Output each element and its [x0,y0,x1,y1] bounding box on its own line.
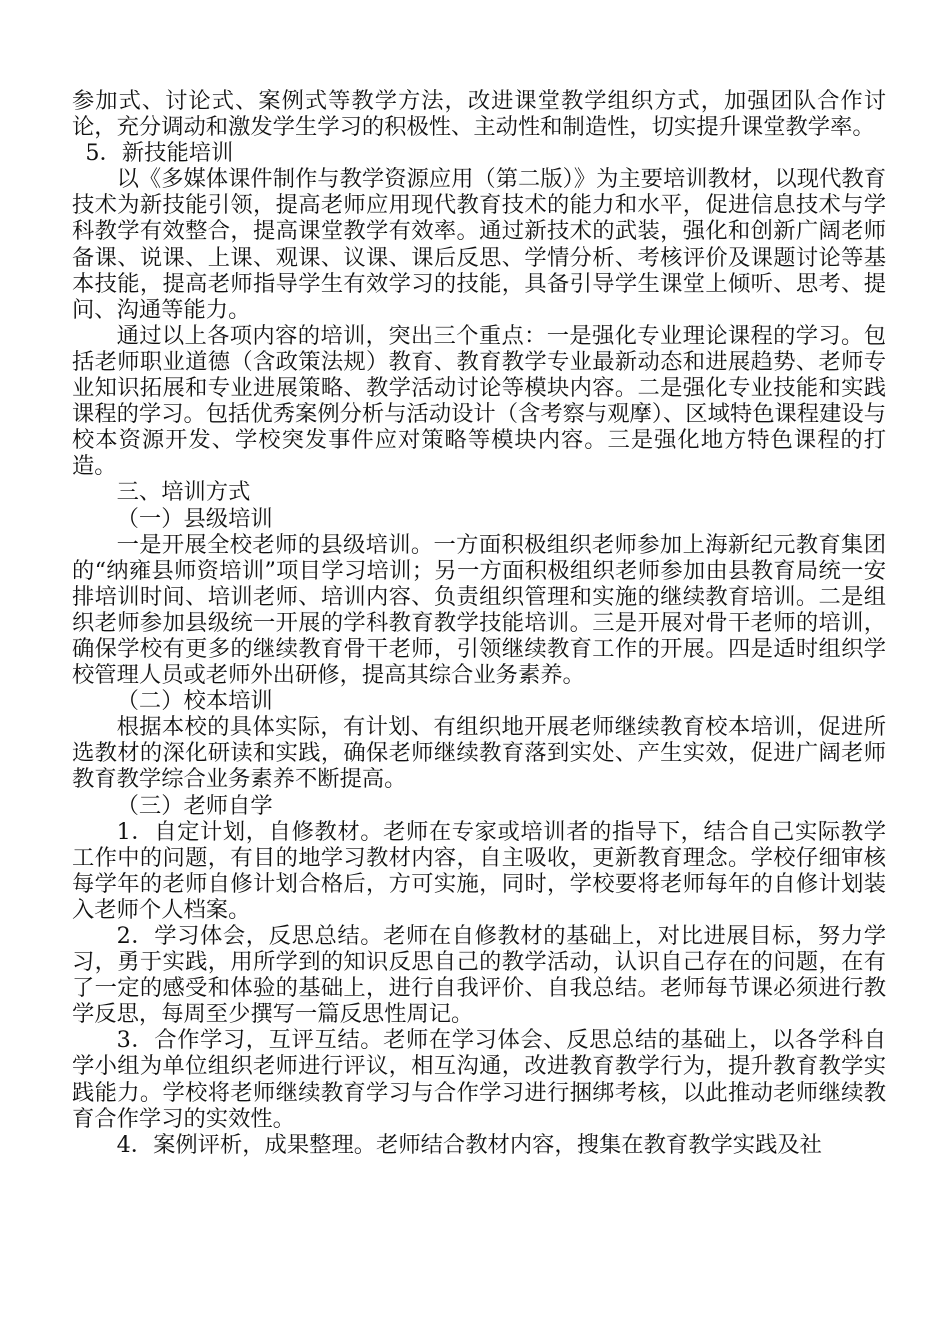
body-paragraph: 2．学习体会，反思总结。老师在自修教材的基础上，对比进展目标，努力学习，勇于实践，用所学到的知识反思自己的教学活动，认识自己存在的问题，在有了一定的感受和体验的基础上，进行自我评价、自我总结。老师每节课必须进行教学反思，每周至少撰写一篇反思性周记。 [72,923,886,1028]
body-paragraph: 4．案例评析，成果整理。老师结合教材内容，搜集在教育教学实践及社 [116,1131,822,1158]
subsection-heading-self-study: （三）老师自学 [116,792,273,819]
body-paragraph: 3．合作学习，互评互结。老师在学习体会、反思总结的基础上，以各学科自学小组为单位组织老师进行评议，相互沟通，改进教育教学行为，提升教育教学实践能力。学校将老师继续教育学习与合作学习进行捆绑考核，以此推动老师继续教育合作学习的实效性。 [72,1027,886,1132]
section-heading-training-methods: 三、培训方式 [116,479,251,506]
subsection-heading-school: （二）校本培训 [116,688,273,715]
body-paragraph-continuation: 参加式、讨论式、案例式等教学方法，改进课堂教学组织方式，加强团队合作讨论，充分调动和激发学生学习的积极性、主动性和制造性，切实提升课堂教学率。 [72,88,886,141]
subsection-heading-county: （一）县级培训 [116,505,273,532]
body-paragraph: 根据本校的具体实际，有计划、有组织地开展老师继续教育校本培训，促进所选教材的深化研读和实践，确保老师继续教育落到实处、产生实效，促进广阔老师教育教学综合业务素养不断提高。 [72,714,886,793]
document-page [72,88,886,1158]
body-paragraph: 1．自定计划，自修教材。老师在专家或培训者的指导下，结合自己实际教学工作中的问题，有目的地学习教材内容，自主吸收，更新教育理念。学校仔细审核每学年的老师自修计划合格后，方可实施，同时，学校要将老师每年的自修计划装入老师个人档案。 [72,818,886,923]
section-heading-new-skills: 5．新技能培训 [85,140,234,167]
body-paragraph: 通过以上各项内容的培训，突出三个重点：一是强化专业理论课程的学习。包括老师职业道德（含政策法规）教育、教育教学专业最新动态和进展趋势、老师专业知识拓展和专业进展策略、教学活动讨论等模块内容。二是强化专业技能和实践课程的学习。包括优秀案例分析与活动设计（含考察与观摩）、区域特色课程建设与校本资源开发、学校突发事件应对策略等模块内容。三是强化地方特色课程的打造。 [72,322,886,480]
body-paragraph: 一是开展全校老师的县级培训。一方面积极组织老师参加上海新纪元教育集团的“纳雍县师资培训”项目学习培训；另一方面积极组织老师参加由县教育局统一安排培训时间、培训老师、培训内容、负责组织管理和实施的继续教育培训。二是组织老师参加县级统一开展的学科教育教学技能培训。三是开展对骨干老师的培训，确保学校有更多的继续教育骨干老师，引领继续教育工作的开展。四是适时组织学校管理人员或老师外出研修，提高其综合业务素养。 [72,531,886,689]
body-paragraph: 以《多媒体课件制作与教学资源应用（第二版）》为主要培训教材，以现代教育技术为新技能引领，提高老师应用现代教育技术的能力和水平，促进信息技术与学科教学有效整合，提高课堂教学有效率。通过新技术的武装，强化和创新广阔老师备课、说课、上课、观课、议课、课后反思、学情分析、考核评价及课题讨论等基本技能，提高老师指导学生有效学习的技能，具备引导学生课堂上倾听、思考、提问、沟通等能力。 [72,166,886,323]
